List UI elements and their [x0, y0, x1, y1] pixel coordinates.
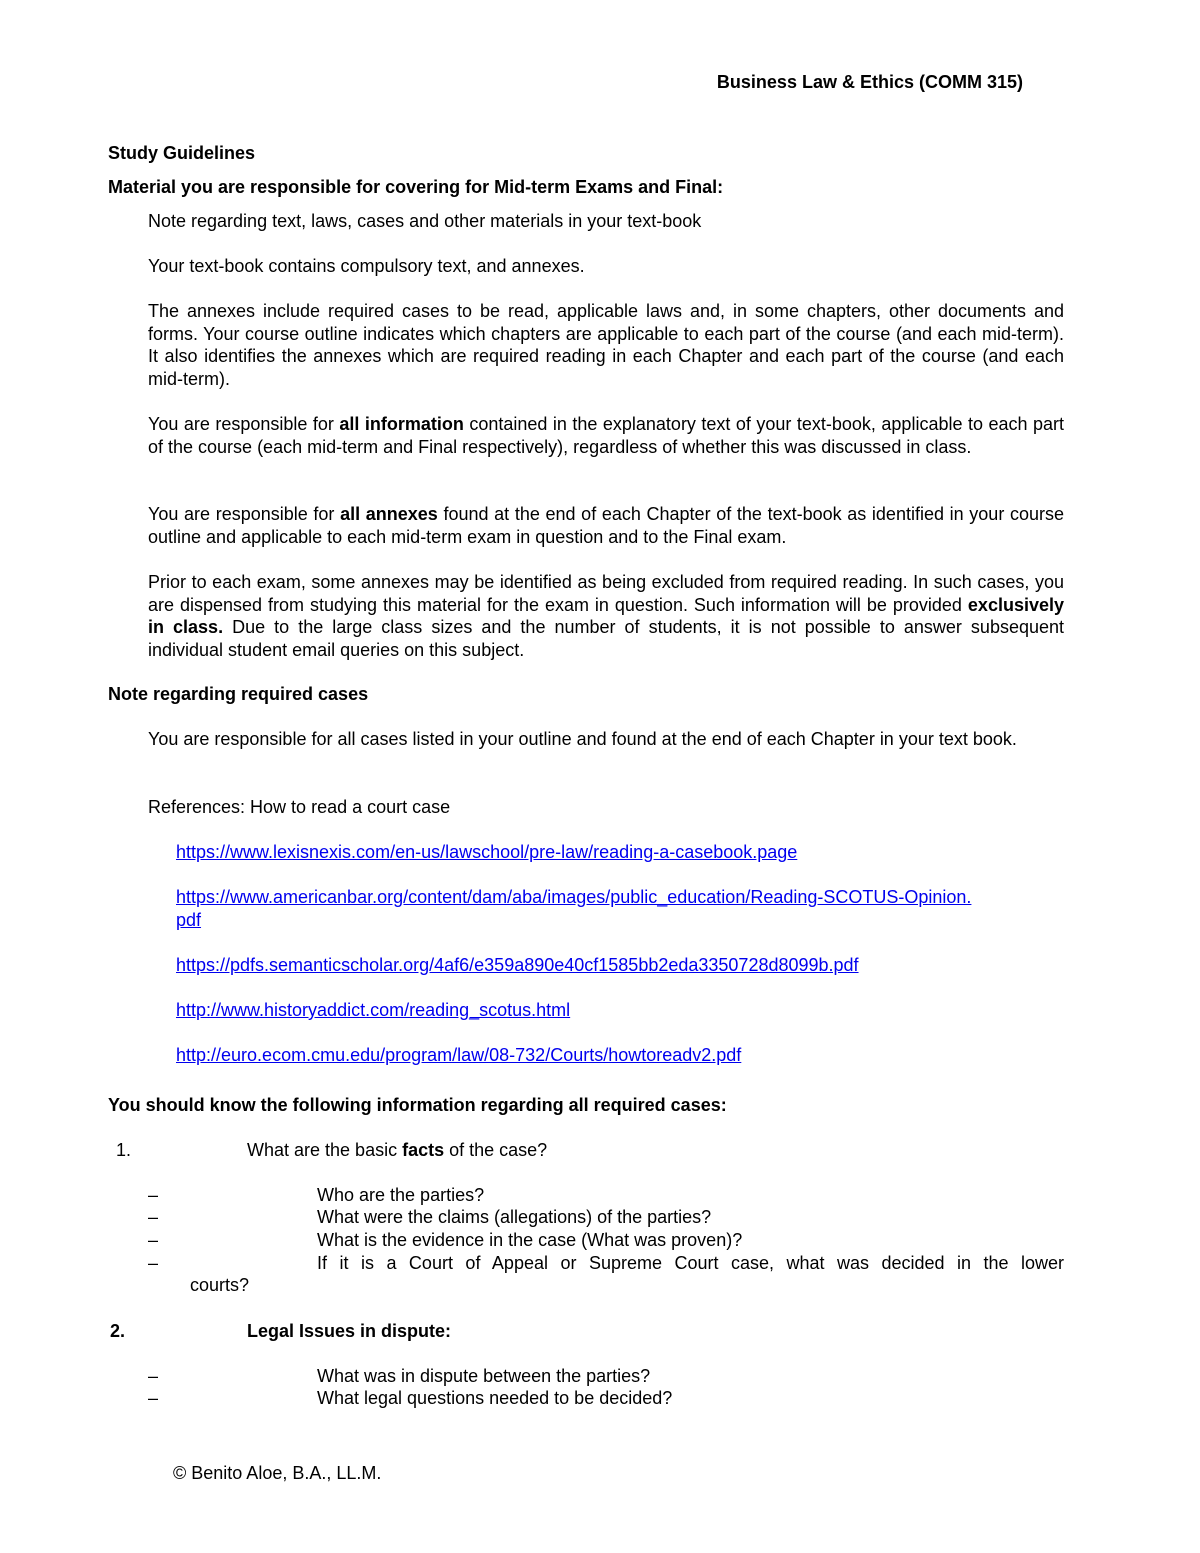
item-number: 2.: [110, 1321, 126, 1341]
textbook-contains-paragraph: Your text-book contains compulsory text, and annexes.: [148, 256, 585, 276]
dash-bullet: –: [148, 1230, 159, 1250]
sub-item: What legal questions needed to be decided?: [317, 1388, 673, 1408]
item-number: 1.: [116, 1140, 132, 1160]
responsible-cases-paragraph: You are responsible for all cases listed in your outline and found at the end of each Chapter in your text book.: [148, 729, 1017, 749]
reference-link[interactable]: http://www.historyaddict.com/reading_scotus.html: [176, 1000, 571, 1020]
sub-item: Who are the parties?: [317, 1185, 485, 1205]
dash-bullet: –: [148, 1207, 159, 1227]
reference-link[interactable]: http://euro.ecom.cmu.edu/program/law/08-732/Courts/howtoreadv2.pdf: [176, 1045, 742, 1065]
required-cases-heading: Note regarding required cases: [108, 684, 369, 704]
study-guidelines-heading: Study Guidelines: [108, 143, 256, 163]
annexes-paragraph: The annexes include required cases to be read, applicable laws and, in some chapters, other documents and forms. Your course outline indicates which chapters are applicable to each part of the course (and each mid-term). It also identifies the annexes which are required reading in each Chapter and each part of the course (and each mid-term).: [148, 301, 1064, 389]
all-information-paragraph: You are responsible for all information contained in the explanatory text of your text-book, applicable to each part of the course (each mid-term and Final respectively), regardless of whether this was discussed in class.: [148, 414, 1064, 457]
sub-item: What were the claims (allegations) of the parties?: [317, 1207, 712, 1227]
prior-to-exam-paragraph: Prior to each exam, some annexes may be identified as being excluded from required reading. In such cases, you are dispensed from studying this material for the exam in question. Such information will be provided exclusively in class. Due to the large class sizes and the number of students, it is not possible to answer subsequent individual student email queries on this subject.: [148, 572, 1065, 660]
dash-bullet: –: [148, 1185, 159, 1205]
reference-link[interactable]: https://www.americanbar.org/content/dam/aba/images/public_education/Reading-SCOTUS-Opinion.pdf: [176, 887, 972, 930]
copyright-footer: © Benito Aloe, B.A., LL.M.: [173, 1463, 382, 1483]
reference-link[interactable]: https://www.lexisnexis.com/en-us/lawschool/pre-law/reading-a-casebook.page: [176, 842, 798, 862]
legal-issues-item: Legal Issues in dispute:: [247, 1321, 452, 1341]
sub-item: If it is a Court of Appeal or Supreme Court case, what was decided in the lower: [317, 1253, 1064, 1273]
all-annexes-paragraph: You are responsible for all annexes found at the end of each Chapter of the text-book as identified in your course outline and applicable to each mid-term exam in question and to the Final exam.: [148, 504, 1064, 547]
course-title: Business Law & Ethics (COMM 315): [716, 72, 1023, 92]
reference-link[interactable]: https://pdfs.semanticscholar.org/4af6/e359a890e40cf1585bb2eda3350728d8099b.pdf: [176, 955, 859, 975]
material-heading: Material you are responsible for covering for Mid-term Exams and Final:: [108, 177, 724, 197]
sub-item: What was in dispute between the parties?: [317, 1366, 651, 1386]
know-information-heading: You should know the following information regarding all required cases:: [108, 1095, 727, 1115]
dash-bullet: –: [148, 1366, 159, 1386]
dash-bullet: –: [148, 1388, 159, 1408]
dash-bullet: –: [148, 1253, 159, 1273]
note-text-paragraph: Note regarding text, laws, cases and other materials in your text-book: [148, 211, 702, 231]
references-label: References: How to read a court case: [148, 797, 451, 817]
sub-item-continuation: courts?: [190, 1275, 250, 1295]
facts-item: What are the basic facts of the case?: [247, 1140, 548, 1160]
sub-item: What is the evidence in the case (What was proven)?: [317, 1230, 743, 1250]
